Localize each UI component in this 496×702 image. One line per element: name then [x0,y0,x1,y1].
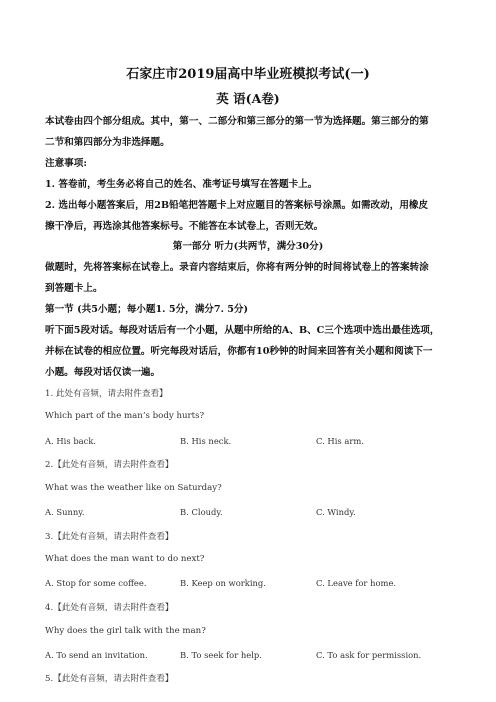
question-4-audio-label: 4.【此处有音频，请去附件查看】 [45,603,174,613]
note-1: 1. 答卷前，考生务必将自己的姓名、准考证号填写在答题卡上。 [45,179,318,190]
part1-instruction-1: 做题时，先将答案标在试卷上。录音内容结束后，你将有两分钟的时间将试卷上的答案转涂 [45,262,429,273]
question-3-text: What does the man want to do next? [45,554,205,564]
question-1-audio-label: 1. 此处有音频，请去附件查看】 [45,389,168,399]
section1-instruction-3: 小题。每段对话仅读一遍。 [45,367,161,378]
question-2-option-a: A. Sunny. [45,507,85,517]
question-3-option-b: B. Keep on working. [180,578,266,588]
question-2-option-b: B. Cloudy. [180,507,223,517]
question-1-text: Which part of the man’s body hurts? [45,411,205,421]
page-title: 石家庄市2019届高中毕业班模拟考试(一) [126,67,370,82]
section1-instruction-1: 听下面5段对话。每段对话后有一个小题，从题中所给的A、B、C三个选项中选出最佳选项， [45,325,440,336]
page-subtitle: 英 语(A卷) [216,91,280,106]
question-3-option-a: A. Stop for some coffee. [45,578,147,588]
question-3-audio-label: 3.【此处有音频，请去附件查看】 [45,532,174,542]
question-3-option-c: C. Leave for home. [316,578,397,588]
question-4-option-b: B. To seek for help. [180,650,262,660]
note-2-cont: 擦干净后，再选涂其他答案标号。不能答在本试卷上，否则无效。 [45,221,324,232]
intro-line-2: 二节和第四部分为非选择题。 [45,137,170,148]
question-4-option-c: C. To ask for permission. [316,650,422,660]
question-5-audio-label: 5.【此处有音频，请去附件查看】 [45,674,174,684]
question-4-text: Why does the girl talk with the man? [45,626,206,636]
question-1-option-b: B. His neck. [180,436,232,446]
part1-heading: 第一部分 听力(共两节，满分30分) [172,241,324,252]
question-2-text: What was the weather like on Saturday? [45,483,222,493]
intro-line-1: 本试卷由四个部分组成。其中，第一、二部分和第三部分的第一节为选择题。第三部分的第 [45,116,429,127]
notes-heading: 注意事项: [45,158,87,169]
section1-instruction-2: 并标在试卷的相应位置。听完每段对话后，你都有10秒钟的时间来回答有关小题和阅读下一 [45,346,433,357]
question-2-audio-label: 2.【此处有音频，请去附件查看】 [45,460,174,470]
question-2-option-c: C. Windy. [316,507,356,517]
note-2: 2. 选出每小题答案后，用2B铅笔把答题卡上对应题目的答案标号涂黑。如需改动，用橡皮 [45,200,429,211]
question-1-option-a: A. His back. [45,436,97,446]
part1-instruction-2: 到答题卡上。 [45,283,103,294]
question-1-option-c: C. His arm. [316,436,364,446]
question-4-option-a: A. To send an invitation. [45,650,148,660]
section1-heading: 第一节 (共5小题；每小题1. 5分，满分7. 5分) [45,304,249,315]
